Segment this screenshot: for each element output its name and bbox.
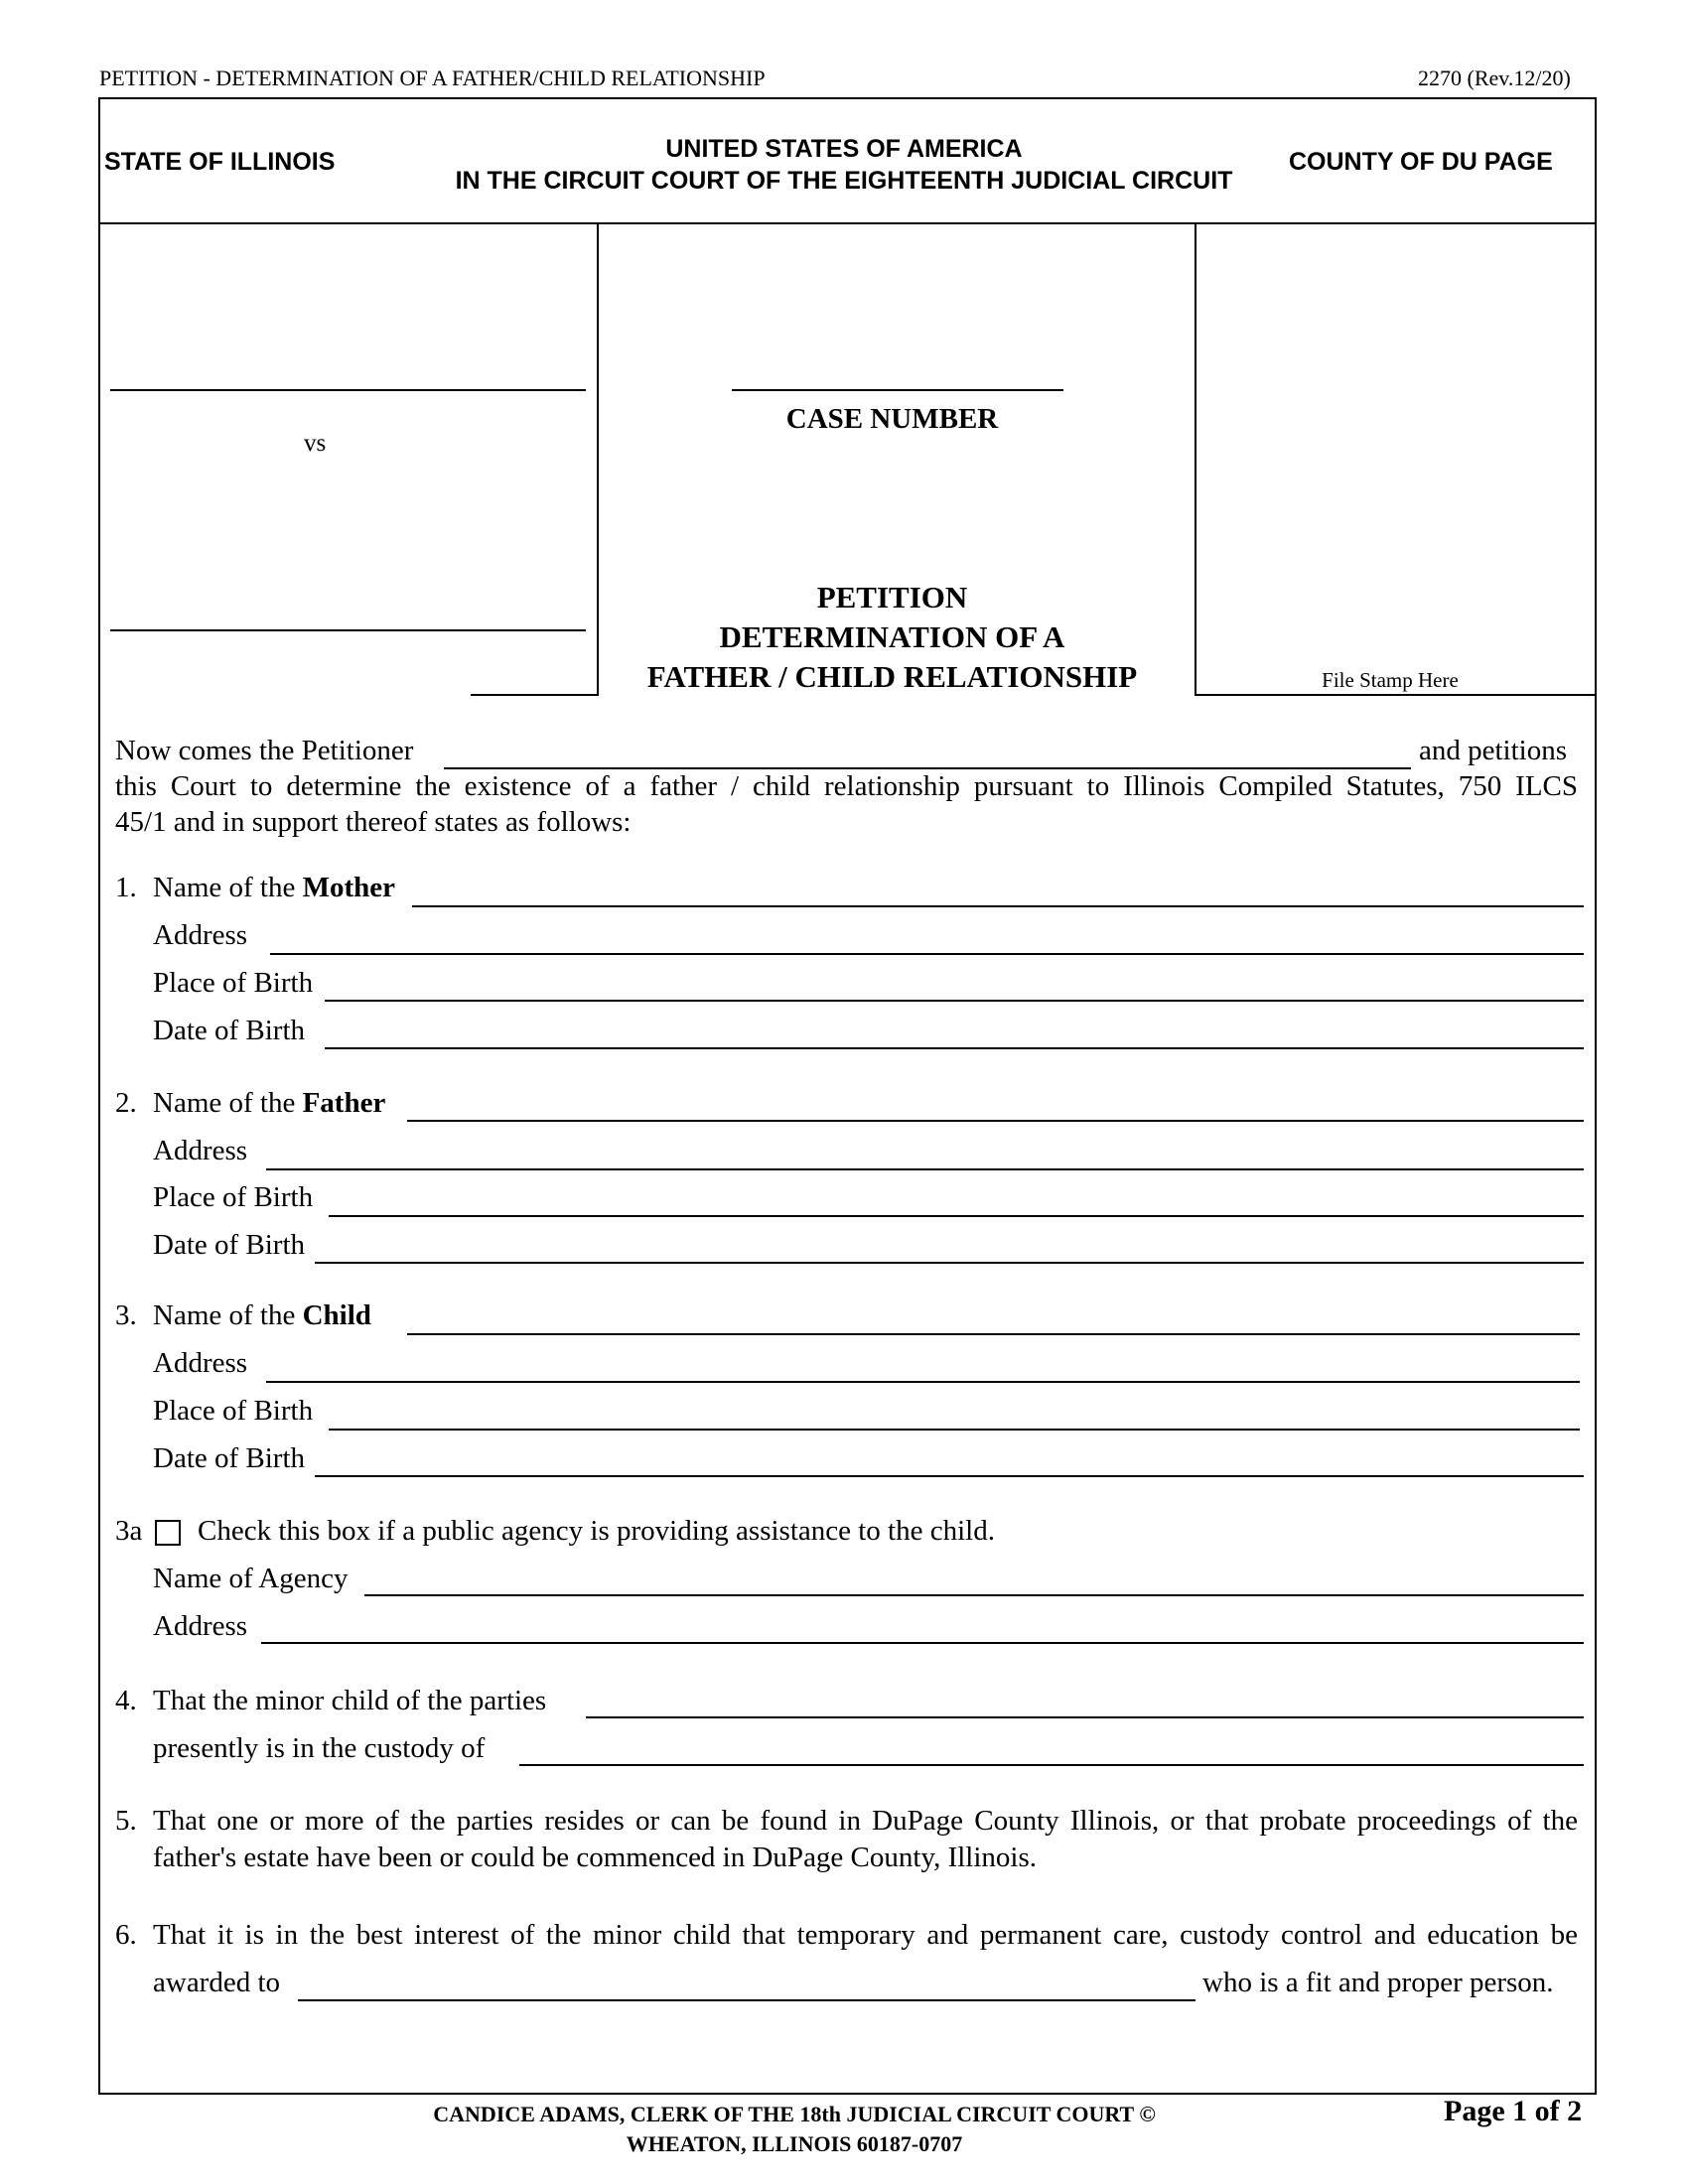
child-dob-field[interactable] bbox=[315, 1475, 1584, 1477]
intro-line2: this Court to determine the existence of a father / child relationship pursuant to Illinois Compiled Statutes, 750 ILCS bbox=[115, 770, 1578, 802]
petition-subtitle2: FATHER / CHILD RELATIONSHIP bbox=[646, 659, 1138, 694]
mother-dob-field[interactable] bbox=[325, 1047, 1584, 1049]
petitioner-field[interactable] bbox=[444, 767, 1411, 769]
item5-line1: That one or more of the parties resides or can be found in DuPage County Illinois, or that probate proceedings of the bbox=[153, 1805, 1578, 1837]
custody-field[interactable] bbox=[519, 1764, 1584, 1766]
agency-address-field[interactable] bbox=[261, 1642, 1584, 1644]
case-number-label: CASE NUMBER bbox=[785, 403, 999, 435]
form-title: PETITION - DETERMINATION OF A FATHER/CHILD RELATIONSHIP bbox=[99, 66, 766, 90]
mother-dob-label: Date of Birth bbox=[153, 1015, 306, 1046]
page-number: Page 1 of 2 bbox=[1444, 2095, 1583, 2127]
child-name-field[interactable] bbox=[407, 1333, 1580, 1335]
item5-line2: father's estate have been or could be commenced in DuPage County, Illinois. bbox=[153, 1842, 1037, 1873]
father-name-label: Name of the Father bbox=[153, 1087, 386, 1119]
child-number: 3. bbox=[115, 1299, 137, 1331]
caption-top-rule bbox=[471, 222, 600, 224]
father-name-field[interactable] bbox=[407, 1120, 1584, 1122]
item5-number: 5. bbox=[115, 1805, 137, 1837]
court-line2: IN THE CIRCUIT COURT OF THE EIGHTEENTH JUDICIAL CIRCUIT bbox=[455, 167, 1233, 195]
child-dob-label: Date of Birth bbox=[153, 1442, 306, 1474]
file-stamp-label: File Stamp Here bbox=[1322, 668, 1459, 692]
agency-number: 3a bbox=[115, 1515, 143, 1547]
intro-line3: 45/1 and in support thereof states as follows: bbox=[115, 806, 632, 838]
child-name-label: Name of the Child bbox=[153, 1299, 371, 1331]
father-pob-label: Place of Birth bbox=[153, 1181, 314, 1213]
footer-clerk: CANDICE ADAMS, CLERK OF THE 18th JUDICIAL CIRCUIT COURT © bbox=[433, 2102, 1156, 2126]
party1-line[interactable] bbox=[110, 389, 586, 391]
mother-address-field[interactable] bbox=[270, 953, 1584, 955]
agency-name-field[interactable] bbox=[364, 1594, 1584, 1596]
mother-pob-field[interactable] bbox=[325, 1000, 1584, 1002]
item4-line2: presently is in the custody of bbox=[153, 1732, 486, 1764]
file-stamp-box bbox=[1195, 222, 1597, 696]
child-address-label: Address bbox=[153, 1347, 248, 1379]
agency-name-label: Name of Agency bbox=[153, 1563, 349, 1594]
mother-name-label: Name of the Mother bbox=[153, 872, 395, 903]
father-address-field[interactable] bbox=[266, 1168, 1584, 1170]
item6-number: 6. bbox=[115, 1919, 137, 1951]
intro-suffix: and petitions bbox=[1419, 735, 1568, 766]
intro-prefix: Now comes the Petitioner bbox=[115, 735, 414, 766]
court-line1: UNITED STATES OF AMERICA bbox=[665, 135, 1023, 163]
awarded-to-field[interactable] bbox=[298, 1999, 1196, 2001]
child-address-field[interactable] bbox=[266, 1381, 1580, 1383]
father-dob-field[interactable] bbox=[315, 1262, 1584, 1264]
form-number: 2270 (Rev.12/20) bbox=[1418, 66, 1571, 90]
mother-number: 1. bbox=[115, 872, 137, 903]
agency-checkbox-label: Check this box if a public agency is providing assistance to the child. bbox=[198, 1515, 995, 1547]
petition-title: PETITION bbox=[816, 580, 968, 614]
caption-bottom-rule bbox=[471, 694, 599, 696]
minor-child-field[interactable] bbox=[586, 1716, 1584, 1718]
father-number: 2. bbox=[115, 1087, 137, 1119]
father-address-label: Address bbox=[153, 1135, 248, 1166]
child-pob-field[interactable] bbox=[329, 1429, 1580, 1431]
public-agency-checkbox[interactable] bbox=[155, 1520, 181, 1546]
father-dob-label: Date of Birth bbox=[153, 1229, 306, 1261]
vs-label: vs bbox=[304, 430, 327, 457]
item4-number: 4. bbox=[115, 1685, 137, 1716]
mother-pob-label: Place of Birth bbox=[153, 967, 314, 999]
father-pob-field[interactable] bbox=[329, 1215, 1584, 1217]
item6-suffix: who is a fit and proper person. bbox=[1202, 1967, 1554, 1998]
case-number-line[interactable] bbox=[732, 389, 1063, 391]
item4-line1: That the minor child of the parties bbox=[153, 1685, 547, 1716]
mother-name-field[interactable] bbox=[412, 905, 1584, 907]
footer-address: WHEATON, ILLINOIS 60187-0707 bbox=[626, 2131, 963, 2156]
item6-line1: That it is in the best interest of the minor child that temporary and permanent care, custody control and education be bbox=[153, 1919, 1578, 1951]
state-label: STATE OF ILLINOIS bbox=[104, 148, 336, 176]
county-label: COUNTY OF DU PAGE bbox=[1289, 148, 1553, 176]
party2-line[interactable] bbox=[110, 629, 586, 631]
child-pob-label: Place of Birth bbox=[153, 1395, 314, 1427]
item6-prefix: awarded to bbox=[153, 1967, 281, 1998]
agency-address-label: Address bbox=[153, 1610, 248, 1642]
petition-subtitle1: DETERMINATION OF A bbox=[719, 619, 1065, 654]
mother-address-label: Address bbox=[153, 919, 248, 951]
